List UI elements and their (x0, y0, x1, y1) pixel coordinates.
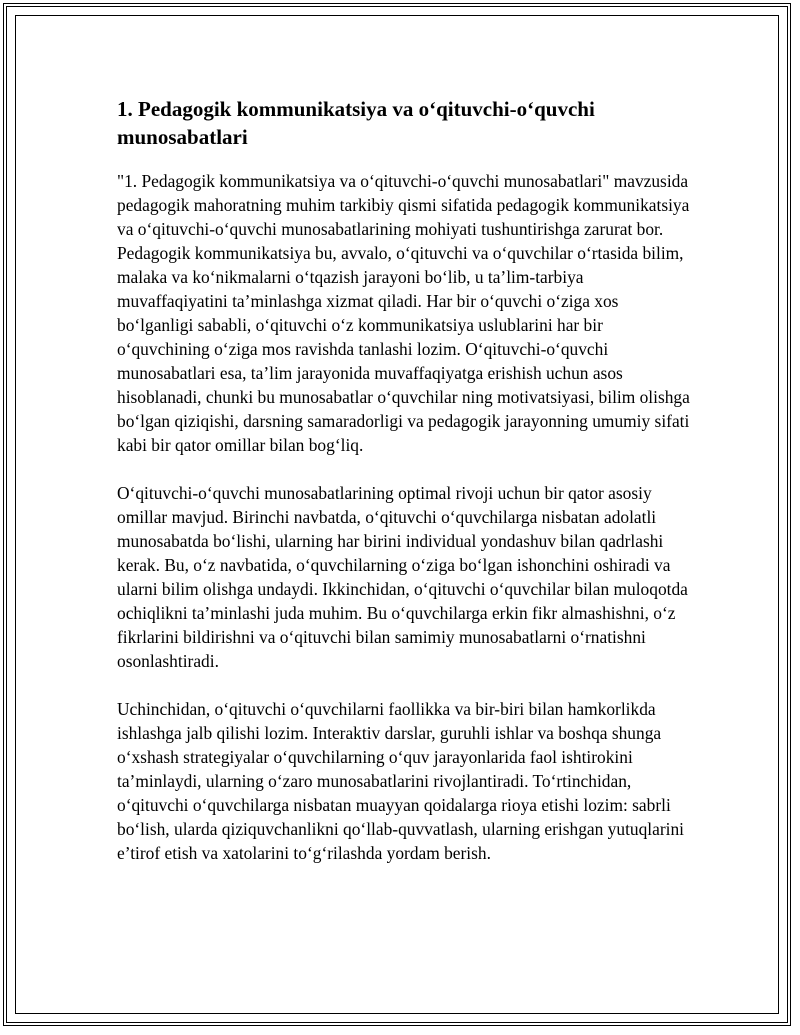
document-body (117, 95, 697, 889)
paragraph-1: "1. Pedagogik kommunikatsiya va o‘qituvchi-o‘quvchi munosabatlari" mavzusida pedagogik mahoratning muhim tarkibiy qismi sifatida pedagogik kommunikatsiya va o‘qituvchi-o‘quvchi munosabatlarining mohiyati tushuntirishga zarurat bor. Pedagogik kommunikatsiya bu, avvalo, o‘qituvchi va o‘quvchilar o‘rtasida bilim, malaka va ko‘nikmalarni o‘tqazish jarayoni bo‘lib, u ta’lim-tarbiya muvaffaqiyatini ta’minlashga xizmat qiladi. Har bir o‘quvchi o‘ziga xos bo‘lganligi sababli, o‘qituvchi o‘z kommunikatsiya uslublarini har bir o‘quvchining o‘ziga mos ravishda tanlashi lozim. O‘qituvchi-o‘quvchi munosabatlari esa, ta’lim jarayonida muvaffaqiyatga erishish uchun asos hisoblanadi, chunki bu munosabatlar o‘quvchilar ning motivatsiyasi, bilim olishga bo‘lgan qiziqishi, darsning samaradorligi va pedagogik jarayonning umumiy sifati kabi bir qator omillar bilan bog‘liq. (117, 171, 690, 455)
paragraph-2: O‘qituvchi-o‘quvchi munosabatlarining optimal rivoji uchun bir qator asosiy omillar mavjud. Birinchi navbatda, o‘qituvchi o‘quvchilarga nisbatan adolatli munosabatda bo‘lishi, ularning har birini individual yondashuv bilan qadrlashi kerak. Bu, o‘z navbatida, o‘quvchilarning o‘ziga bo‘lgan ishonchini oshiradi va ularni bilim olishga undaydi. Ikkinchidan, o‘qituvchi o‘quvchilar bilan muloqotda ochiqlikni ta’minlashi juda muhim. Bu o‘quvchilarga erkin fikr almashishni, o‘z fikrlarini bildirishni va o‘qituvchi bilan samimiy munosabatlarni o‘rnatishni osonlashtiradi. (117, 483, 688, 671)
paragraph-3: Uchinchidan, o‘qituvchi o‘quvchilarni faollikka va bir-biri bilan hamkorlikda ishlashga jalb qilishi lozim. Interaktiv darslar, guruhli ishlar va boshqa shunga o‘xshash strategiyalar o‘quvchilarning o‘quv jarayonlarida faol ishtirokini ta’minlaydi, ularning o‘zaro munosabatlarini rivojlantiradi. To‘rtinchidan, o‘qituvchi o‘quvchilarga nisbatan muayyan qoidalarga rioya etishi lozim: sabrli bo‘lish, ularda qiziquvchanlikni qo‘llab-quvvatlash, ularning erishgan yutuqlarini e’tirof etish va xatolarini to‘g‘rilashda yordam berish. (117, 699, 684, 863)
section-heading: 1. Pedagogik kommunikatsiya va o‘qituvchi-o‘quvchi munosabatlari (117, 97, 595, 149)
